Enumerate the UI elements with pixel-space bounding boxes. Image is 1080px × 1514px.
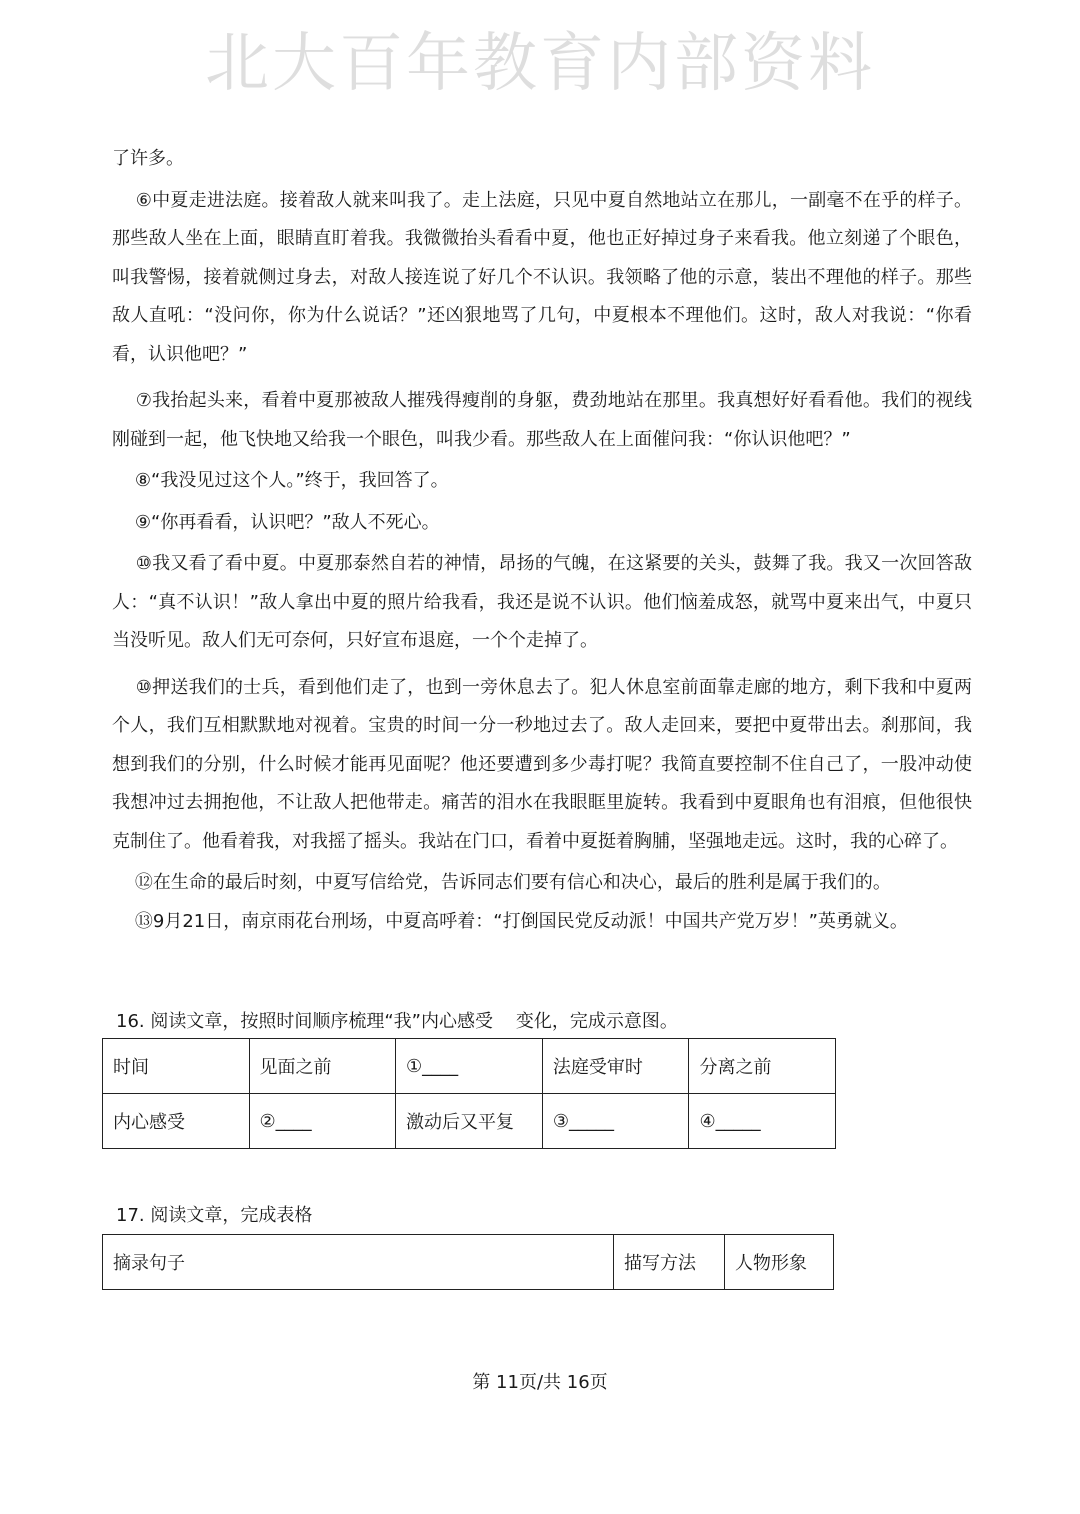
table-row bbox=[103, 1094, 836, 1149]
table-cell: 法庭受审时 bbox=[542, 1039, 689, 1094]
paragraph-8: ⑧“我没见过这个人。”终于，我回答了。 bbox=[112, 470, 449, 491]
watermark: 北大百年教育内部资料 bbox=[205, 27, 875, 101]
table-header-cell: 摘录句子 bbox=[103, 1235, 614, 1290]
table-row bbox=[103, 1039, 836, 1094]
paragraph-10: ⑩我又看了看中夏。中夏那泰然自若的神情，昂扬的气魄，在这紧要的关头，鼓舞了我。我又一次回答敌人：“真不认识！”敌人拿出中夏的照片给我看，我还是说不认识。他们恼羞成怒，就骂中夏来出气，中夏只当没听见。敌人们无可奈何，只好宣布退庭，一个个走掉了。 bbox=[112, 553, 973, 651]
answer-blank-4[interactable]: ④_____ bbox=[689, 1094, 836, 1149]
table-row bbox=[103, 1235, 834, 1290]
answer-blank-2[interactable]: ②____ bbox=[249, 1094, 396, 1149]
paragraph-12: ⑫在生命的最后时刻，中夏写信给党，告诉同志们要有信心和决心，最后的胜利是属于我们的。 bbox=[112, 872, 891, 893]
question-17-prompt: 17. 阅读文章，完成表格 bbox=[116, 1205, 313, 1226]
table-cell: 见面之前 bbox=[249, 1039, 396, 1094]
question-17-table bbox=[102, 1234, 834, 1290]
table-header-cell: 描写方法 bbox=[614, 1235, 725, 1290]
paragraph-13: ⑬9月21日，南京雨花台刑场，中夏高呼着：“打倒国民党反动派！中国共产党万岁！”英勇就义。 bbox=[112, 910, 908, 932]
table-cell: 激动后又平复 bbox=[396, 1094, 543, 1149]
article-body bbox=[112, 140, 972, 941]
table-cell: 内心感受 bbox=[103, 1094, 250, 1149]
question-16-prompt: 16. 阅读文章，按照时间顺序梳理“我”内心感受 变化，完成示意图。 bbox=[116, 1011, 678, 1032]
paragraph-9: ⑨“你再看看，认识吧？”敌人不死心。 bbox=[112, 511, 440, 533]
paragraph-continuation: 了许多。 bbox=[112, 148, 184, 169]
paragraph-7: ⑦我抬起头来，看着中夏那被敌人摧残得瘦削的身躯，费劲地站在那里。我真想好好看看他。我们的视线刚碰到一起，他飞快地又给我一个眼色，叫我少看。那些敌人在上面催问我：“你认识他吧？” bbox=[112, 390, 973, 450]
table-header-cell: 人物形象 bbox=[725, 1235, 834, 1290]
table-cell: 分离之前 bbox=[689, 1039, 836, 1094]
paragraph-11: ⑩押送我们的士兵，看到他们走了，也到一旁休息去了。犯人休息室前面靠走廊的地方，剩下我和中夏两个人，我们互相默默地对视着。宝贵的时间一分一秒地过去了。敌人走回来，要把中夏带出去。刹那间，我想到我们的分别，什么时候才能再见面呢？他还要遭到多少毒打呢？我简直要控制不住自己了，一股冲动使我想冲过去拥抱他，不让敌人把他带走。痛苦的泪水在我眼眶里旋转。我看到中夏眼角也有泪痕，但他很快克制住了。他看着我，对我摇了摇头。我站在门口，看着中夏挺着胸脯，坚强地走远。这时，我的心碎了。 bbox=[112, 676, 973, 852]
answer-blank-3[interactable]: ③_____ bbox=[542, 1094, 689, 1149]
paragraph-6: ⑥中夏走进法庭。接着敌人就来叫我了。走上法庭，只见中夏自然地站立在那儿，一副毫不在乎的样子。那些敌人坐在上面，眼睛直盯着我。我微微抬头看看中夏，他也正好掉过身子来看我。他立刻递了个眼色，叫我警惕，接着就侧过身去，对敌人接连说了好几个不认识。我领略了他的示意，装出不理他的样子。那些敌人直吼：“没问你，你为什么说话？”还凶狠地骂了几句，中夏根本不理他们。这时，敌人对我说：“你看看，认识他吧？” bbox=[112, 189, 973, 365]
table-cell: 时间 bbox=[103, 1039, 250, 1094]
answer-blank-1[interactable]: ①____ bbox=[396, 1039, 543, 1094]
question-16-table bbox=[102, 1038, 836, 1149]
page-number: 第 11页/共 16页 bbox=[472, 1372, 608, 1393]
